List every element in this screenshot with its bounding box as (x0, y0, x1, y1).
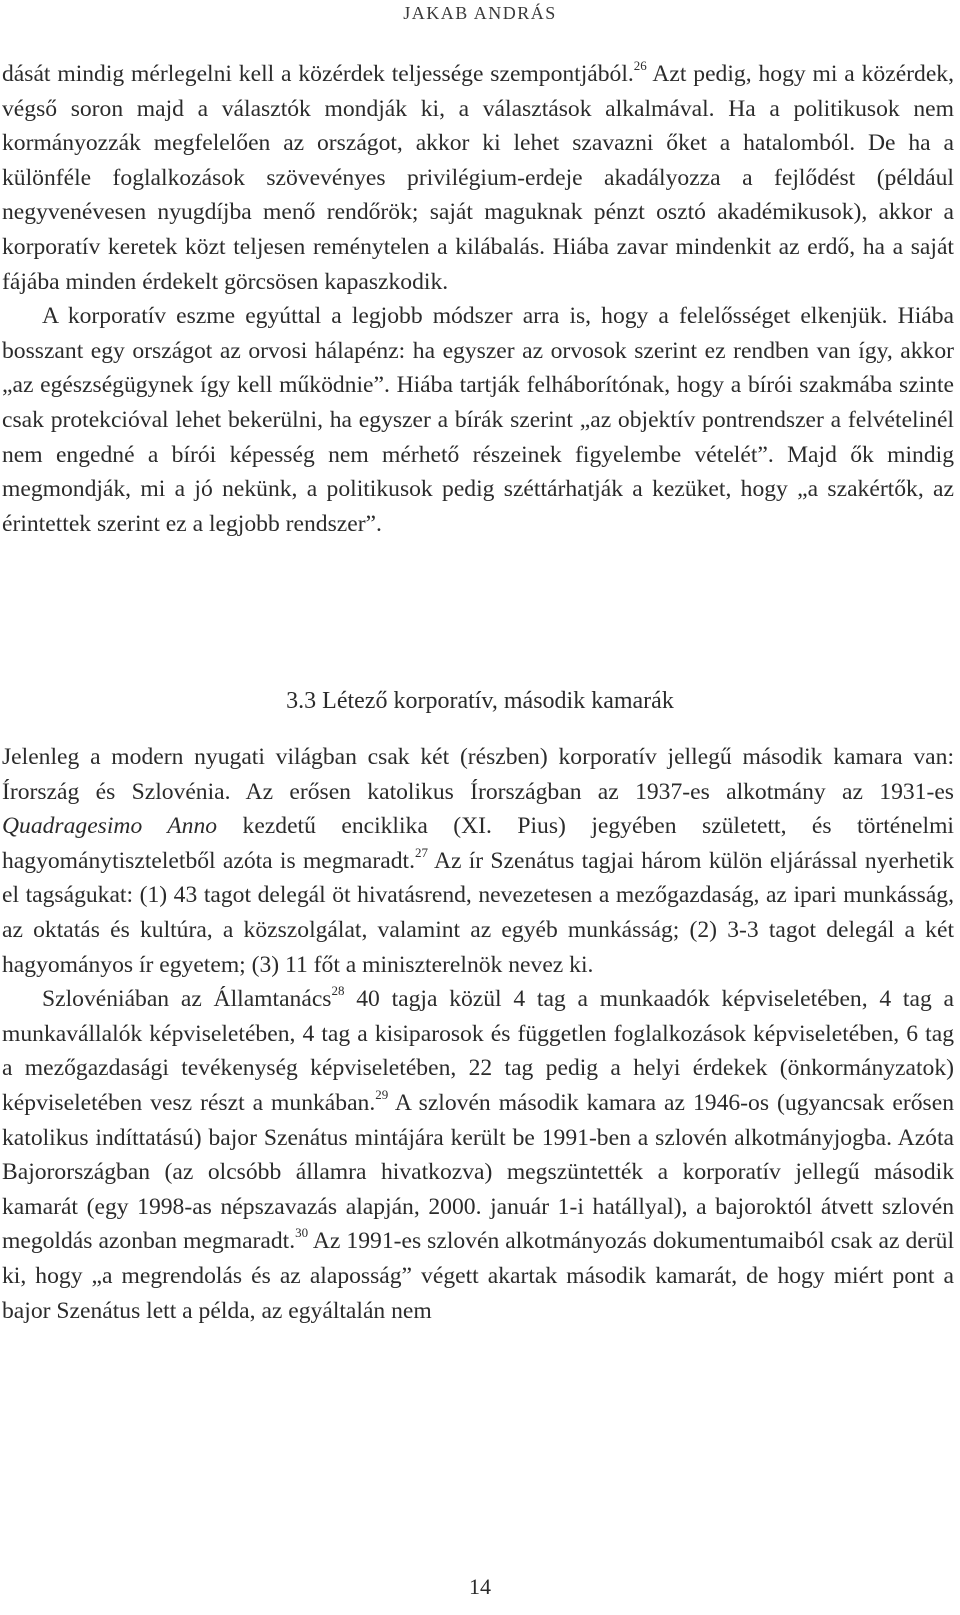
text-run: Jelenleg a modern nyugati világban csak két (részben) korporatív jellegű második kamara van: Írország és Szlovénia. Az erősen katolikus Írországban az 1937-es alkotmány az 1931-es (2, 744, 954, 805)
page-number: 14 (469, 1574, 491, 1599)
running-head: JAKAB ANDRÁS (403, 3, 557, 23)
footnote-ref-28[interactable]: 28 (331, 983, 345, 999)
text-run: Az 1991-es szlovén alkotmányozás dokumentumaiból csak az derül ki, hogy „a megrendolás és az alaposság” végett akartak második kamarát, de hogy miért pont a bajor Szenátus lett a példa, az egyáltalán nem (2, 1228, 954, 1324)
paragraph (2, 982, 954, 1328)
text-run: dását mindig mérlegelni kell a közérdek teljessége szempontjából. (2, 61, 634, 87)
text-block-top (2, 57, 954, 541)
section-heading: 3.3 Létező korporatív, második kamarák (286, 688, 674, 714)
footnote-ref-26[interactable]: 26 (633, 58, 647, 74)
text-run: Szlovéniában az Államtanács (42, 986, 332, 1013)
paragraph (2, 740, 954, 982)
footnote-ref-29[interactable]: 29 (375, 1087, 389, 1103)
paragraph: A korporatív eszme egyúttal a legjobb módszer arra is, hogy a felelősséget elkenjük. Hiába bosszant egy országot az orvosi hálapénz: ha egyszer az orvosok szerint ez rendben van így, akkor „az egészségügynek így kell működnie”. Hiába tartják felháborítónak, hogy a bírói szakmába szinte csak protekcióval lehet bekerülni, ha egyszer a bírák szerint „az objektív pontrendszer a felvételinél nem engedné a bírói képesség nem mérhető részeinek figyelembe vételét”. Majd ők mindig megmondják, mi a jó nekünk, a politikusok pedig széttárhatják a kezüket, hogy „a szakértők, az érintettek szerint ez a legjobb rendszer”. (2, 303, 954, 537)
text-run: Az ír Szenátus tagjai három külön eljárással nyerhetik el tagságukat: (1) 43 tagot delegál öt hivatásrend, nevezetesen a mezőgazdaság, az ipari munkásság, az oktatás és kultúra, a közszolgálat, valamint az egyéb munkásság; (2) 3-3 tagot delegál a két hagyományos ír egyetem; (3) 11 főt a miniszterelnök nevez ki. (2, 847, 954, 978)
text-run: Azt pedig, hogy mi a közérdek, végső soron majd a választók mondják ki, a választások alkalmával. Ha a politikusok nem kormányozzák megfelelően az országot, akkor ki lehet szavazni őket a hatalomból. De ha a különféle foglalkozások szövevényes privilégium-erdeje akadályozza a fejlődést (például negyvenévesen nyugdíjba menő rendőrök; saját maguknak pénzt osztó akadémikusok), akkor a korporatív keretek közt teljesen reménytelen a kilábalás. Hiába zavar mindenkit az erdő, ha a saját fájába minden érdekelt görcsösen kapaszkodik. (2, 61, 954, 295)
text-run: 40 tagja közül 4 tag a munkaadók képviseletében, 4 tag a munkavállalók képviseletében, 4 tag a kisiparosok és független foglalkozások képviseletében, 6 tag a mezőgazdasági tevékenység képviseletében, 22 tag pedig a helyi érdekek (önkormányzatok) képviseletében vesz részt a munkában. (2, 986, 954, 1116)
paragraph (2, 57, 954, 299)
text-block-bottom (2, 740, 954, 1328)
italic-title: Quadragesimo Anno (2, 813, 218, 840)
footnote-ref-30[interactable]: 30 (295, 1225, 309, 1241)
text-run: kezdetű enciklika (XI. Pius) jegyében született, és történelmi hagyománytiszteletből azóta is megmaradt. (2, 813, 954, 874)
text-run: A szlovén második kamara az 1946-os (ugyancsak erősen katolikus indíttatású) bajor Szenátus mintájára került be 1991-ben a szlovén alkotmányjogba. Azóta Bajorországban (az olcsóbb államra hivatkozva) megszüntették a korporatív jellegű második kamarát (egy 1998-as népszavazás alapján, 2000. január 1-i hatállyal), a bajoroktól átvett szlovén megoldás azonban megmaradt. (2, 1089, 954, 1255)
footnote-ref-27[interactable]: 27 (414, 844, 428, 860)
